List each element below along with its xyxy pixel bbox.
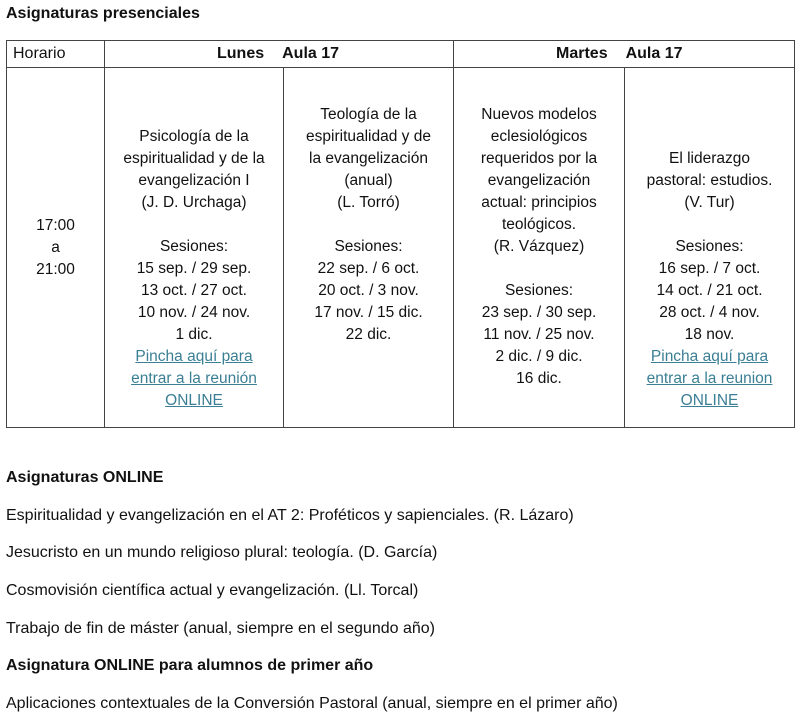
sessions-label: Sesiones:: [675, 238, 744, 255]
online-course-item: Jesucristo en un mundo religioso plural: teología. (D. García): [6, 544, 438, 561]
online-course-item: Trabajo de fin de máster (anual, siempre en el segundo año): [6, 620, 435, 637]
header-lunes-day: Lunes: [217, 45, 265, 62]
course-title-line: (anual): [344, 172, 393, 189]
course-title-line: pastoral: estudios.: [646, 172, 773, 189]
sessions-label: Sesiones:: [159, 238, 229, 255]
link-text: entrar a la reunión: [131, 370, 257, 387]
sessions-label: Sesiones:: [334, 238, 403, 255]
course-title-line: Teología de la: [320, 106, 417, 123]
online-meeting-link[interactable]: [105, 346, 283, 412]
course-title-line: Nuevos modelos: [481, 106, 597, 123]
course-title-line: eclesiológicos: [490, 128, 588, 145]
time-cell: [7, 68, 105, 428]
session-dates: 20 oct. / 3 nov.: [318, 282, 419, 299]
time-start: 17:00: [36, 216, 75, 234]
course-title-line: espiritualidad y de: [306, 128, 431, 145]
online-course-item: Espiritualidad y evangelización en el AT 2: Proféticos y sapienciales. (R. Lázaro): [6, 507, 574, 524]
presenciales-heading: Asignaturas presenciales: [6, 5, 200, 22]
session-dates: 28 oct. / 4 nov.: [659, 304, 760, 321]
link-text: entrar a la reunion: [646, 370, 773, 387]
online-course-item: Cosmovisión científica actual y evangelización. (Ll. Torcal): [6, 582, 419, 599]
session-dates: 13 oct. / 27 oct.: [141, 282, 247, 299]
header-lunes-aula: Aula 17: [282, 45, 340, 62]
schedule-body-row: [7, 68, 795, 428]
link-text: ONLINE: [680, 392, 739, 409]
session-dates: 22 sep. / 6 oct.: [317, 260, 420, 277]
session-dates: 16 dic.: [516, 370, 562, 387]
course-title-line: teológicos.: [501, 216, 577, 233]
course-title-line: evangelización: [487, 172, 591, 189]
course-cell-modelos: [454, 68, 625, 428]
session-dates: 1 dic.: [175, 326, 213, 343]
course-cell-teologia: [284, 68, 454, 428]
time-separator: a: [51, 238, 60, 256]
header-horario: Horario: [7, 41, 105, 68]
course-title-line: evangelización I: [138, 172, 250, 189]
primer-ano-course-item: Aplicaciones contextuales de la Conversión Pastoral (anual, siempre en el primer año): [6, 695, 618, 712]
primer-ano-heading: Asignatura ONLINE para alumnos de primer año: [6, 657, 374, 674]
session-dates: 23 sep. / 30 sep.: [481, 304, 597, 321]
course-professor: (L. Torró): [337, 194, 400, 211]
course-professor: (V. Tur): [684, 194, 735, 211]
online-heading: Asignaturas ONLINE: [6, 469, 164, 486]
schedule-table: [6, 40, 795, 428]
header-martes: [454, 41, 795, 68]
session-dates: 15 sep. / 29 sep.: [136, 260, 252, 277]
session-dates: 17 nov. / 15 dic.: [314, 304, 423, 321]
session-dates: 22 dic.: [345, 326, 392, 343]
course-title-line: Psicología de la: [139, 128, 249, 145]
course-title-line: espiritualidad y de la: [123, 150, 265, 167]
course-cell-liderazgo: [625, 68, 795, 428]
course-title-line: El liderazgo: [669, 150, 751, 167]
header-lunes: [105, 41, 454, 68]
session-dates: 18 nov.: [684, 326, 735, 343]
link-text: ONLINE: [165, 392, 223, 409]
course-professor: (R. Vázquez): [493, 238, 585, 255]
course-title-line: actual: principios: [481, 194, 597, 211]
session-dates: 10 nov. / 24 nov.: [137, 304, 251, 321]
time-end: 21:00: [36, 260, 75, 278]
session-dates: 16 sep. / 7 oct.: [658, 260, 761, 277]
session-dates: 14 oct. / 21 oct.: [656, 282, 763, 299]
online-meeting-link[interactable]: [625, 346, 794, 412]
header-martes-day: Martes: [556, 45, 608, 62]
link-text: Pincha aquí para: [135, 348, 253, 365]
session-dates: 2 dic. / 9 dic.: [495, 348, 583, 365]
session-dates: 11 nov. / 25 nov.: [483, 326, 595, 343]
course-title-line: la evangelización: [309, 150, 428, 167]
course-title-line: requeridos por la: [480, 150, 598, 167]
link-text: Pincha aquí para: [650, 348, 769, 365]
schedule-header-row: [7, 41, 795, 68]
course-professor: (J. D. Urchaga): [141, 194, 247, 211]
course-cell-psicologia: [105, 68, 284, 428]
sessions-label: Sesiones:: [504, 282, 574, 299]
header-martes-aula: Aula 17: [625, 45, 683, 62]
